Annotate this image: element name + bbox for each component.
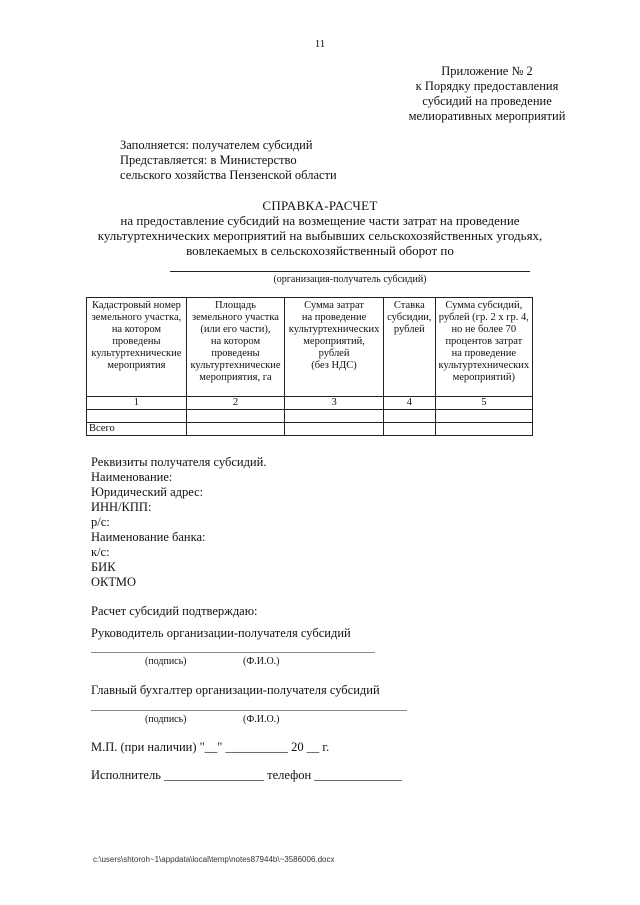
page-number: 11 <box>314 38 326 50</box>
head-fio-caption: (Ф.И.О.) <box>243 656 280 667</box>
header-text-line: культуртехнические <box>190 360 281 371</box>
header-cadastral-number <box>87 298 187 397</box>
header-text-line: Сумма затрат <box>304 300 364 311</box>
appendix-line-3: субсидий на проведение <box>422 94 552 108</box>
table-cell <box>87 410 187 423</box>
header-text-line: процентов затрат <box>445 336 523 347</box>
requisite-inn: ИНН/КПП: <box>91 500 152 514</box>
accountant-role: Главный бухгалтер организации-получателя субсидий <box>91 683 380 697</box>
header-area <box>186 298 284 397</box>
executor-line: Исполнитель ________________ телефон ______________ <box>91 768 402 782</box>
requisite-bank: Наименование банка: <box>91 530 206 544</box>
head-signature-line <box>91 652 375 653</box>
table-row <box>87 410 533 423</box>
appendix-header <box>392 64 582 124</box>
title-main: СПРАВКА-РАСЧЕТ <box>262 198 378 213</box>
organization-caption: (организация-получатель субсидий) <box>273 274 427 285</box>
requisite-address: Юридический адрес: <box>91 485 204 499</box>
column-number: 4 <box>384 397 436 410</box>
header-text-line: рублей <box>393 324 425 335</box>
header-text-line: Сумма субсидий, <box>445 300 523 311</box>
stamp-date-line: М.П. (при наличии) "__" __________ 20 __ г. <box>91 740 330 754</box>
header-text-line: (без НДС) <box>311 360 357 371</box>
total-label: Всего <box>87 423 187 436</box>
requisite-account: р/с: <box>91 515 110 529</box>
table-cell <box>435 410 532 423</box>
accountant-signature-line <box>91 710 407 711</box>
header-text-line: культуртехнических <box>288 324 380 335</box>
column-number: 1 <box>87 397 187 410</box>
header-text-line: Площадь <box>215 300 256 311</box>
header-subsidy-rate <box>384 298 436 397</box>
header-text-line: рублей (гр. 2 х гр. 4, <box>438 312 529 323</box>
file-path-footer: c:\users\shtoroh~1\appdata\local\temp\notes87944b\~3586006.docx <box>93 855 335 864</box>
accountant-signature-caption: (подпись) <box>145 714 187 725</box>
recipient-requisites <box>91 455 266 590</box>
requisite-corr-account: к/с: <box>91 545 110 559</box>
header-subsidy-sum <box>435 298 532 397</box>
requisite-name: Наименование: <box>91 470 173 484</box>
total-row <box>87 423 533 436</box>
ministry-name: сельского хозяйства Пензенской области <box>120 168 337 182</box>
column-number: 2 <box>186 397 284 410</box>
header-text-line: Ставка <box>393 300 425 311</box>
table-cell <box>186 423 284 436</box>
head-role: Руководитель организации-получателя субсидий <box>91 626 351 640</box>
organization-blank-line <box>170 271 530 272</box>
column-numbers-row <box>87 397 533 410</box>
requisite-oktmo: ОКТМО <box>91 575 136 589</box>
filled-by: Заполняется: получателем субсидий <box>120 138 313 152</box>
appendix-line-1: Приложение № 2 <box>441 64 533 78</box>
header-text-line: культуртехнических <box>438 360 530 371</box>
table-cell <box>384 423 436 436</box>
header-text-line: (или его части), <box>200 324 271 335</box>
table-cell <box>384 410 436 423</box>
header-text-line: на котором проведены <box>111 324 162 347</box>
table-header-row <box>87 298 533 397</box>
submitted-to: Представляется: в Министерство <box>120 153 297 167</box>
header-text-line: земельного участка <box>191 312 279 323</box>
accountant-fio-caption: (Ф.И.О.) <box>243 714 280 725</box>
appendix-line-4: мелиоративных мероприятий <box>408 109 566 123</box>
header-text-line: субсидии, <box>387 312 432 323</box>
head-signature-caption: (подпись) <box>145 656 187 667</box>
title-line-3: вовлекаемых в сельскохозяйственный оборот по <box>186 243 454 258</box>
header-text-line: проведены <box>211 348 260 359</box>
fill-info <box>120 138 337 183</box>
header-text-line: рублей <box>318 348 350 359</box>
header-text-line: мероприятия, га <box>199 372 272 383</box>
confirm-text: Расчет субсидий подтверждаю: <box>91 604 258 618</box>
calculation-table <box>86 297 533 436</box>
header-text-line: мероприятий, <box>303 336 365 347</box>
table-cell <box>285 423 384 436</box>
header-costs <box>285 298 384 397</box>
requisites-heading: Реквизиты получателя субсидий. <box>91 455 267 469</box>
header-text-line: на проведение <box>301 312 367 323</box>
header-text-line: мероприятия <box>107 360 166 371</box>
column-number: 3 <box>285 397 384 410</box>
header-text-line: на проведение <box>451 348 516 359</box>
header-text-line: культуртехнические <box>91 348 182 359</box>
header-text-line: но не более 70 <box>451 324 517 335</box>
table-cell <box>186 410 284 423</box>
appendix-line-2: к Порядку предоставления <box>415 79 559 93</box>
column-number: 5 <box>435 397 532 410</box>
header-text-line: на котором <box>210 336 261 347</box>
header-text-line: Кадастровый номер <box>91 300 181 311</box>
header-text-line: мероприятий) <box>452 372 516 383</box>
title-line-1: на предоставление субсидий на возмещение части затрат на проведение <box>120 213 520 228</box>
requisite-bik: БИК <box>91 560 116 574</box>
document-title <box>0 198 640 258</box>
table-cell <box>285 410 384 423</box>
table-cell <box>435 423 532 436</box>
title-line-2: культуртехнических мероприятий на выбывших сельскохозяйственных угодьях, <box>97 228 543 243</box>
header-text-line: земельного участка, <box>91 312 182 323</box>
